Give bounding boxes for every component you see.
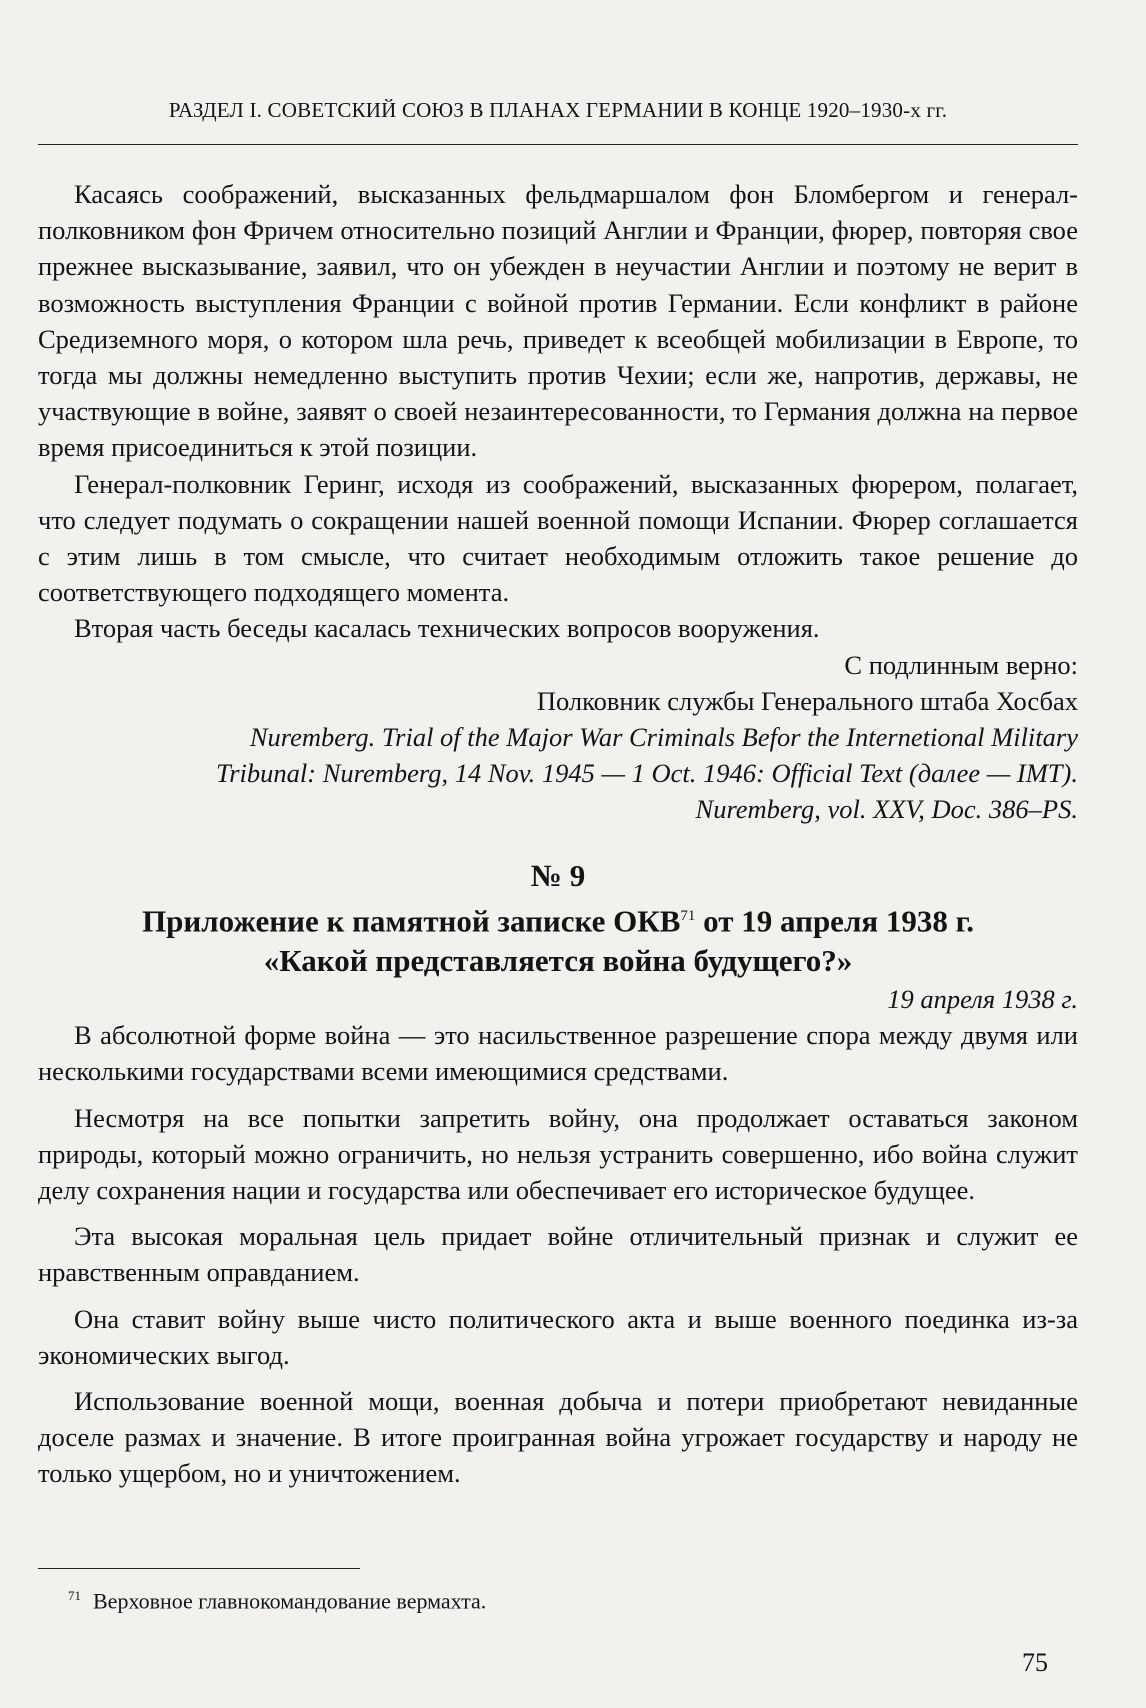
footnote-text: Верховное главнокомандование вермахта.	[93, 1588, 487, 1614]
footnote-rule	[38, 1568, 360, 1569]
document-title-date: от 19 апреля 1938 г.	[695, 902, 974, 938]
paragraph: В абсолютной форме война — это насильственное разрешение спора между двумя или несколькими государствами всеми имеющимися средствами.	[38, 1020, 1078, 1087]
footnote	[68, 1582, 486, 1615]
paragraph: Она ставит войну выше чисто политического акта и выше военного поединка из-за экономических выгод.	[38, 1303, 1078, 1370]
document-subtitle: «Какой представляется война будущего?»	[263, 942, 853, 978]
document-number: № 9	[530, 857, 586, 893]
page-number: 75	[1022, 1648, 1048, 1677]
paragraph: Генерал-полковник Геринг, исходя из соображений, высказанных фюрером, полагает, что следует подумать о сокращении нашей военной помощи Испании. Фюрер соглашается с этим лишь в том смысле, что считает необходимым отложить такое решение до соответствующего подходящего момента.	[38, 468, 1078, 608]
paragraph: Касаясь соображений, высказанных фельдмаршалом фон Бломбергом и генерал-полковником фон Фричем относительно позиций Англии и Франции, фюрер, повторяя свое прежнее высказывание, заявил, что он убежден в неучастии Англии и поэтому не верит в возможность выступления Франции с войной против Германии. Если конфликт в районе Средиземного моря, о котором шла речь, приведет к всеобщей мобилизации в Европе, то тогда мы должны немедленно выступить против Чехии; если же, напротив, державы, не участвующие в войне, заявят о своей незаинтересованности, то Германия должна на первое время присоединиться к этой позиции.	[38, 179, 1078, 463]
signature-attestation: С подлинным верно:	[844, 649, 1078, 680]
source-citation-line: Nuremberg. Trial of the Major War Criminals Befor the Internetional Military	[249, 722, 1078, 753]
book-page	[38, 0, 1078, 1708]
document-title-text: Приложение к памятной записке ОКВ	[142, 902, 681, 938]
main-text	[38, 176, 1078, 1492]
source-citation-line: Nuremberg, vol. XXV, Doc. 386–PS.	[695, 794, 1078, 825]
header-rule	[38, 144, 1078, 145]
footnote-number: 71	[68, 1588, 81, 1603]
paragraph: Несмотря на все попытки запретить войну, она продолжает оставаться законом природы, который можно ограничить, но нельзя устранить совершенно, ибо война служит делу сохранения нации и государства или обеспечивает его историческое будущее.	[38, 1102, 1078, 1205]
signature-name: Полковник службы Генерального штаба Хосбах	[536, 685, 1078, 716]
paragraph: Вторая часть беседы касалась технических вопросов вооружения.	[74, 613, 820, 644]
paragraph: Эта высокая моральная цель придает войне отличительный признак и служит ее нравственным оправданием.	[38, 1221, 1078, 1288]
paragraph: Использование военной мощи, военная добыча и потери приобретают невиданные доселе размах и значение. В итоге проигранная война угрожает государству и народу не только ущербом, но и уничтожением.	[38, 1386, 1078, 1489]
document-date: 19 апреля 1938 г.	[887, 983, 1078, 1014]
source-citation-line: Tribunal: Nuremberg, 14 Nov. 1945 — 1 Oct. 1946: Official Text (далее — IMT).	[215, 758, 1078, 789]
document-title	[38, 896, 1078, 941]
running-header: РАЗДЕЛ I. СОВЕТСКИЙ СОЮЗ В ПЛАНАХ ГЕРМАНИИ В КОНЦЕ 1920–1930-х гг.	[168, 98, 948, 122]
footnote-reference: 71	[680, 907, 696, 924]
